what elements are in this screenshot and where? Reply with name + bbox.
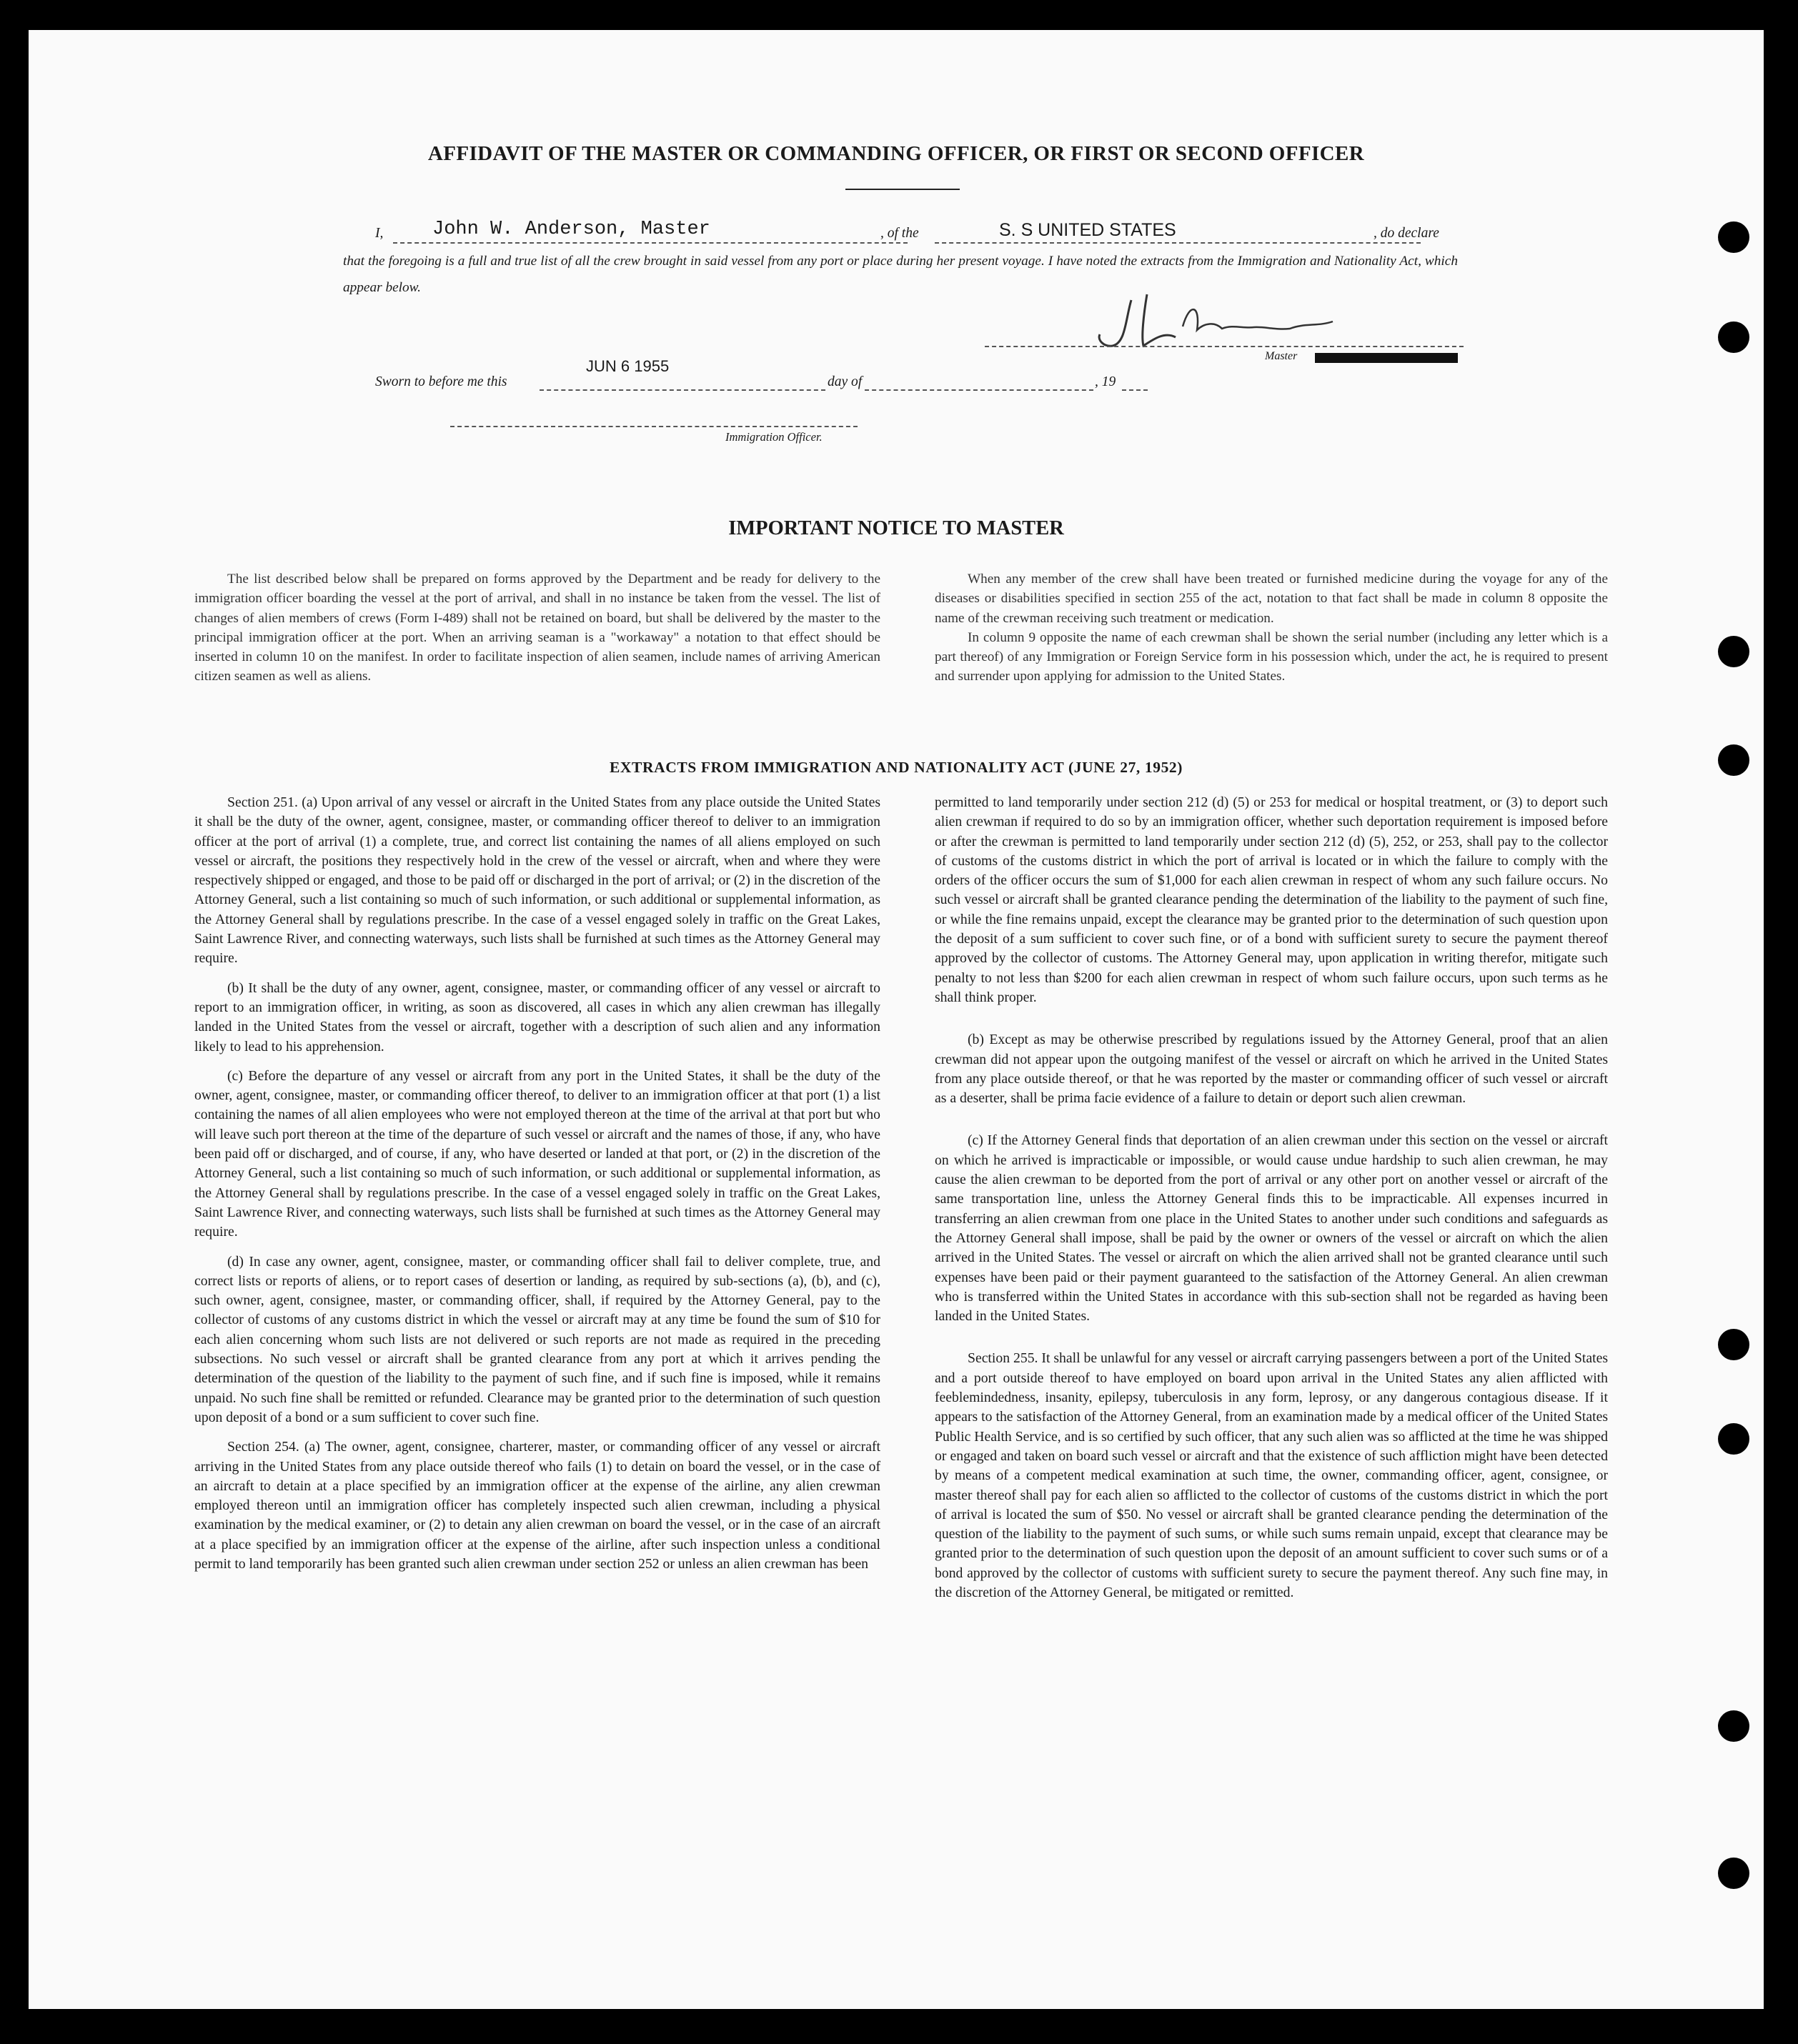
- signature-line: [985, 346, 1464, 347]
- redaction-bar: [1315, 353, 1458, 363]
- month-field-line: [865, 389, 1093, 391]
- notice-paragraph: The list described below shall be prepared on forms approved by the Department and be ready for delivery to the immigration officer boarding the vessel at the port of arrival, and shall in no instance be taken from the vessel. The list of changes of alien members of crews (Form I-489) shall not be retained on board, but shall be delivered by the master to the principal immigration officer at the port. When an arriving seaman is a "workaway" a notation to that effect should be inserted in column 10 on the manifest. In order to facilitate inspection of alien seamen, include names of arriving American citizen seamen as well as aliens.: [194, 572, 880, 684]
- title-divider: [845, 189, 960, 190]
- sworn-date-line: [540, 389, 825, 391]
- extracts-title: EXTRACTS FROM IMMIGRATION AND NATIONALITY ACT (JUNE 27, 1952): [609, 759, 1183, 776]
- punch-hole-icon: [1718, 221, 1749, 253]
- extracts-right-column: [935, 793, 1608, 1612]
- extract-paragraph: (d) In case any owner, agent, consignee, master, or commanding officer shall fail to deliver complete, true, and correct lists or reports of aliens, or to report cases of desertion or landing, as required by sub-sections (a), (b), and (c), such owner, agent, consignee, master, or commanding officer, shall, if required by the Attorney General, pay to the collector of customs of any customs district in which the vessel or aircraft may at any time be found the sum of $10 for each alien concerning whom such lists are not delivered or such reports are not made as required in the preceding subsections. No such vessel or aircraft shall be granted clearance from any port at which it arrives pending the determination of the question of the liability to the payment of such fine, and if such fine is imposed, while it remains unpaid. No such fine shall be remitted or refunded. Clearance may be granted prior to the determination of such question upon deposit of a bond or a sum sufficient to cover such fine.: [194, 1253, 880, 1425]
- extract-paragraph: (c) Before the departure of any vessel or aircraft from any port in the United States, it shall be the duty of the owner, agent, consignee, master, or commanding officer thereof, to deliver to an immigration officer at that port (1) a list containing the names of all alien employees who were not employed thereon at the time of the arrival at that port but who will leave such port thereon at the time of the departure of such vessel or aircraft and the names of those, if any, who have been paid off or discharged, and of course, if any, who have deserted or landed at that port, or (2) in the discretion of the Attorney General, such a list containing so much of such information, or such additional or supplemental information, as the Attorney General shall by regulations prescribe. In the case of a vessel engaged solely in traffic on the Great Lakes, Saint Lawrence River, and connecting waterways, such lists shall be furnished at such times as the Attorney General may require.: [194, 1067, 880, 1240]
- day-of-label: day of: [828, 374, 863, 389]
- year-field-line: [1122, 389, 1148, 391]
- master-name-field: John W. Anderson, Master: [432, 219, 710, 240]
- extract-paragraph: Section 255. It shall be unlawful for any vessel or aircraft carrying passengers between a port of the United States and a port outside thereof to have employed on board upon arrival in the United States any alien afflicted with feeblemindedness, insanity, epilepsy, tuberculosis in any form, leprosy, or any dangerous contagious disease. If it appears to the satisfaction of the Attorney General, from an examination made by a medical officer of the United States Public Health Service, and is so certified by such officer, that any such alien was so afflicted at the time he was shipped or engaged and taken on board such vessel or aircraft and that the existence of such affliction might have been detected by means of a competent medical examination at such time, the owner, commanding officer, agent, consignee, or master thereof shall pay for each alien so afflicted to the collector of customs of the customs district in which the port of arrival is located the sum of $50. No vessel or aircraft shall be granted clearance pending the determination of the question of the liability to the payment of such sums, or while such sums remain unpaid, except that clearance may be granted prior to the determination of such question upon the deposit of an amount sufficient to cover such sums or of a bond approved by the collector of customs with sufficient surety to secure the payment thereof. Any such fine may, in the discretion of the Attorney General, be mitigated or remitted.: [935, 1350, 1608, 1600]
- name-field-line: [393, 242, 908, 244]
- notice-right-column: [935, 569, 1608, 687]
- do-declare-label: , do declare: [1374, 226, 1439, 241]
- declaration-text: that the foregoing is a full and true list of all the crew brought in said vessel from any port or place during her present voyage. I have noted the extracts from the Immigration and Nationality Act, which appear below.: [343, 254, 1458, 295]
- sworn-label: Sworn to before me this: [375, 374, 507, 389]
- of-the-label: , of the: [880, 226, 919, 241]
- punch-hole-icon: [1718, 321, 1749, 353]
- punch-hole-icon: [1718, 636, 1749, 667]
- vessel-field-line: [935, 242, 1421, 244]
- year-label: , 19: [1095, 374, 1116, 389]
- punch-hole-icon: [1718, 1858, 1749, 1889]
- signature-icon: [1076, 287, 1376, 352]
- notice-left-column: [194, 569, 880, 687]
- extract-paragraph: (b) Except as may be otherwise prescribed by regulations issued by the Attorney General, proof that an alien crewman did not appear upon the outgoing manifest of the vessel or aircraft on which he arrived in the United States from any place outside thereof, or that he was reported by the master or commanding officer of such vessel or aircraft as a deserter, shall be prima facie evidence of a failure to detain or deport such alien crewman.: [935, 1032, 1608, 1107]
- punch-hole-icon: [1718, 1423, 1749, 1455]
- extract-paragraph: Section 254. (a) The owner, agent, consignee, charterer, master, or commanding officer of any vessel or aircraft arriving in the United States from any place outside thereof who fails (1) to detain on board the vessel, or in the case of an aircraft to detain at a place specified by an immigration officer at the expense of the airline, any alien crewman employed thereon until an immigration officer has completely inspected such alien crewman, including a physical examination by the medical examiner, or (2) to detain any alien crewman on board the vessel, or in the case of an aircraft at a place specified by an immigration officer at the expense of the airline, after such inspection unless a conditional permit to land temporarily has been granted such alien crewman under section 252 or unless an alien crewman has been: [194, 1439, 880, 1572]
- officer-caption: Immigration Officer.: [725, 430, 823, 444]
- extract-paragraph: (b) It shall be the duty of any owner, agent, consignee, master, or commanding officer of any vessel or aircraft to report to an immigration officer, in writing, as soon as discovered, all cases in which any alien crewman has illegally landed in the United States from the vessel or aircraft, together with a description of such alien and any information likely to lead to his apprehension.: [194, 979, 880, 1055]
- master-caption: Master: [1265, 350, 1298, 362]
- notice-paragraph: In column 9 opposite the name of each crewman shall be shown the serial number (including any letter which is a part thereof) of any Immigration or Foreign Service form in his possession which, under the act, he is required to present and surrender upon applying for admission to the United States.: [935, 629, 1608, 684]
- extract-paragraph: (c) If the Attorney General finds that deportation of an alien crewman under this section on the vessel or aircraft on which he arrived is impracticable or impossible, or would cause undue hardship to such alien crewman, he may cause the alien crewman to be deported from the port of arrival or any other port on another vessel or aircraft of the same transportation line, unless the Attorney General finds this to be impracticable. All expenses incurred in transferring an alien crewman from one place in the United States to another under such conditions and safeguards as the Attorney General shall impose, shall be paid by the owner or owners of the vessel or aircraft on which the alien arrived in the United States. The vessel or aircraft on which the alien arrived shall not be granted clearance until such expenses have been paid or their payment guaranteed to the satisfaction of the Attorney General. An alien crewman who is transferred within the United States in accordance with this sub-section shall not be regarded as having been landed in the United States.: [935, 1132, 1608, 1325]
- sworn-date-stamp: JUN 6 1955: [586, 357, 670, 375]
- punch-hole-icon: [1718, 1710, 1749, 1742]
- extract-paragraph: permitted to land temporarily under section 212 (d) (5) or 253 for medical or hospital treatment, or (3) to deport such alien crewman if required to do so by an immigration officer, whether such deportation requirement is imposed before or after the crewman is permitted to land temporarily under section 212 (d) (5), 252, or 253, shall pay to the collector of customs of the customs district in which the port of arrival is located or in which the failure to comply with the orders of the officer occurs the sum of $1,000 for each alien crewman in respect of whom any such failure occurs. No such vessel or aircraft shall be granted clearance pending the determination of the liability to the payment of such fine, or while the fine remains unpaid, except the clearance may be granted prior to the determination of such question upon the deposit of a sum sufficient to cover such fine, or of a bond with sufficient surety to secure the payment thereof approved by the collector of customs. The Attorney General may, upon application in writing therefor, mitigate such penalty to not less than $200 for each alien crewman in respect of whom such failure occurs, upon such terms as he shall think proper.: [935, 794, 1608, 1005]
- vessel-name-field: S. S UNITED STATES: [999, 220, 1176, 240]
- extract-paragraph: Section 251. (a) Upon arrival of any vessel or aircraft in the United States from any place outside the United States it shall be the duty of the owner, agent, consignee, master, or commanding officer thereof to deliver to an immigration officer at the port of arrival (1) a complete, true, and correct list containing the names of all aliens employed on such vessel or aircraft, the positions they respectively hold in the crew of the vessel or aircraft, when and where they were respectively shipped or engaged, and those to be paid off or discharged in the port of arrival; or (2) in the discretion of the Attorney General, such a list containing so much of such information, or such additional or supplemental information, as the Attorney General shall by regulations prescribe. In the case of a vessel engaged solely in traffic on the Great Lakes, Saint Lawrence River, and connecting waterways, such lists shall be furnished at such times as the Attorney General may require.: [194, 794, 880, 967]
- document-page: [29, 30, 1764, 2009]
- affidavit-title: AFFIDAVIT OF THE MASTER OR COMMANDING OFFICER, OR FIRST OR SECOND OFFICER: [427, 142, 1365, 165]
- officer-signature-line: [450, 426, 858, 427]
- notice-title: IMPORTANT NOTICE TO MASTER: [728, 517, 1064, 539]
- punch-hole-icon: [1718, 1329, 1749, 1360]
- extracts-left-column: [194, 793, 880, 1584]
- i-label: I,: [375, 226, 384, 241]
- notice-paragraph: When any member of the crew shall have been treated or furnished medicine during the voyage for any of the diseases or disabilities specified in section 255 of the act, notation to that fact shall be made in column 8 opposite the name of the crewman receiving such treatment or medication.: [935, 572, 1608, 626]
